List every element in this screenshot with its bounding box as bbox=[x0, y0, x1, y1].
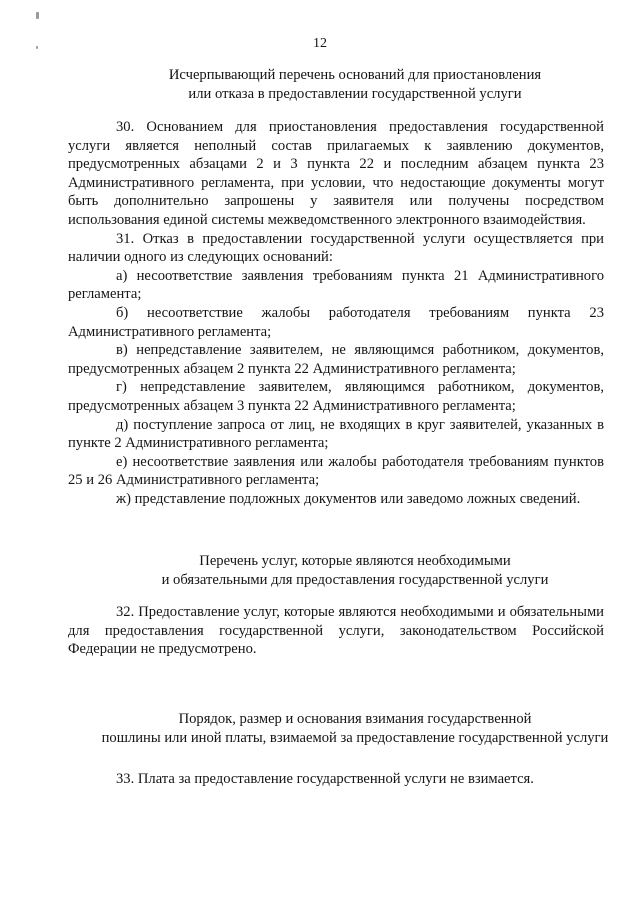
section3-body bbox=[68, 770, 604, 789]
heading-line: или отказа в предоставлении государственной услуги bbox=[188, 86, 522, 102]
list-item-d: д) поступление запроса от лиц, не входящих в круг заявителей, указанных в пункте 2 Административного регламента; bbox=[68, 416, 604, 452]
list-item-v: в) непредставление заявителем, не являющимся работником, документов, предусмотренных абзацем 2 пункта 22 Административного регламента; bbox=[68, 342, 604, 377]
section-heading-grounds bbox=[0, 66, 640, 104]
paragraph-32: 32. Предоставление услуг, которые являются необходимыми и обязательными для предоставления государственной услуги, законодательством Российской Федерации не предусмотрено. bbox=[68, 604, 604, 658]
heading-line: Исчерпывающий перечень оснований для приостановления bbox=[168, 67, 542, 83]
list-item-g: г) непредставление заявителем, являющимся работником, документов, предусмотренных абзацем 3 пункта 22 Административного регламента; bbox=[68, 379, 604, 414]
section-heading-required-services bbox=[0, 552, 640, 590]
heading-line: Порядок, размер и основания взимания государственной bbox=[178, 711, 532, 727]
page-number: 12 bbox=[313, 36, 327, 51]
section2-body bbox=[68, 603, 604, 659]
scan-mark bbox=[36, 12, 39, 19]
list-item-b: б) несоответствие жалобы работодателя требованиям пункта 23 Административного регламента; bbox=[68, 304, 604, 340]
list-item-zh: ж) представление подложных документов или заведомо ложных сведений. bbox=[116, 490, 581, 507]
section1-body bbox=[68, 118, 604, 508]
list-item-e: е) несоответствие заявления или жалобы работодателя требованиям пунктов 25 и 26 Административного регламента; bbox=[68, 453, 604, 489]
paragraph-33: 33. Плата за предоставление государственной услуги не взимается. bbox=[116, 771, 534, 787]
paragraph-31: 31. Отказ в предоставлении государственной услуги осуществляется при наличии одного из следующих оснований: bbox=[68, 230, 604, 266]
heading-line: пошлины или иной платы, взимаемой за предоставление государственной услуги bbox=[101, 730, 609, 746]
section-heading-fees bbox=[0, 710, 640, 748]
heading-line: и обязательными для предоставления государственной услуги bbox=[161, 572, 549, 588]
list-item-a: а) несоответствие заявления требованиям пункта 21 Административного регламента; bbox=[68, 267, 604, 303]
paragraph-30: 30. Основанием для приостановления предоставления государственной услуги является неполный состав прилагаемых к заявлению документов, предусмотренных абзацами 2 и 3 пункта 22 и последним абзацем пункта 23 Административного регламента, при условии, что недостающие документы могут быть дополнительно запрошены у заявителя или получены посредством использования единой системы межведомственного электронного взаимодействия. bbox=[68, 119, 604, 228]
heading-line: Перечень услуг, которые являются необходимыми bbox=[199, 553, 511, 569]
